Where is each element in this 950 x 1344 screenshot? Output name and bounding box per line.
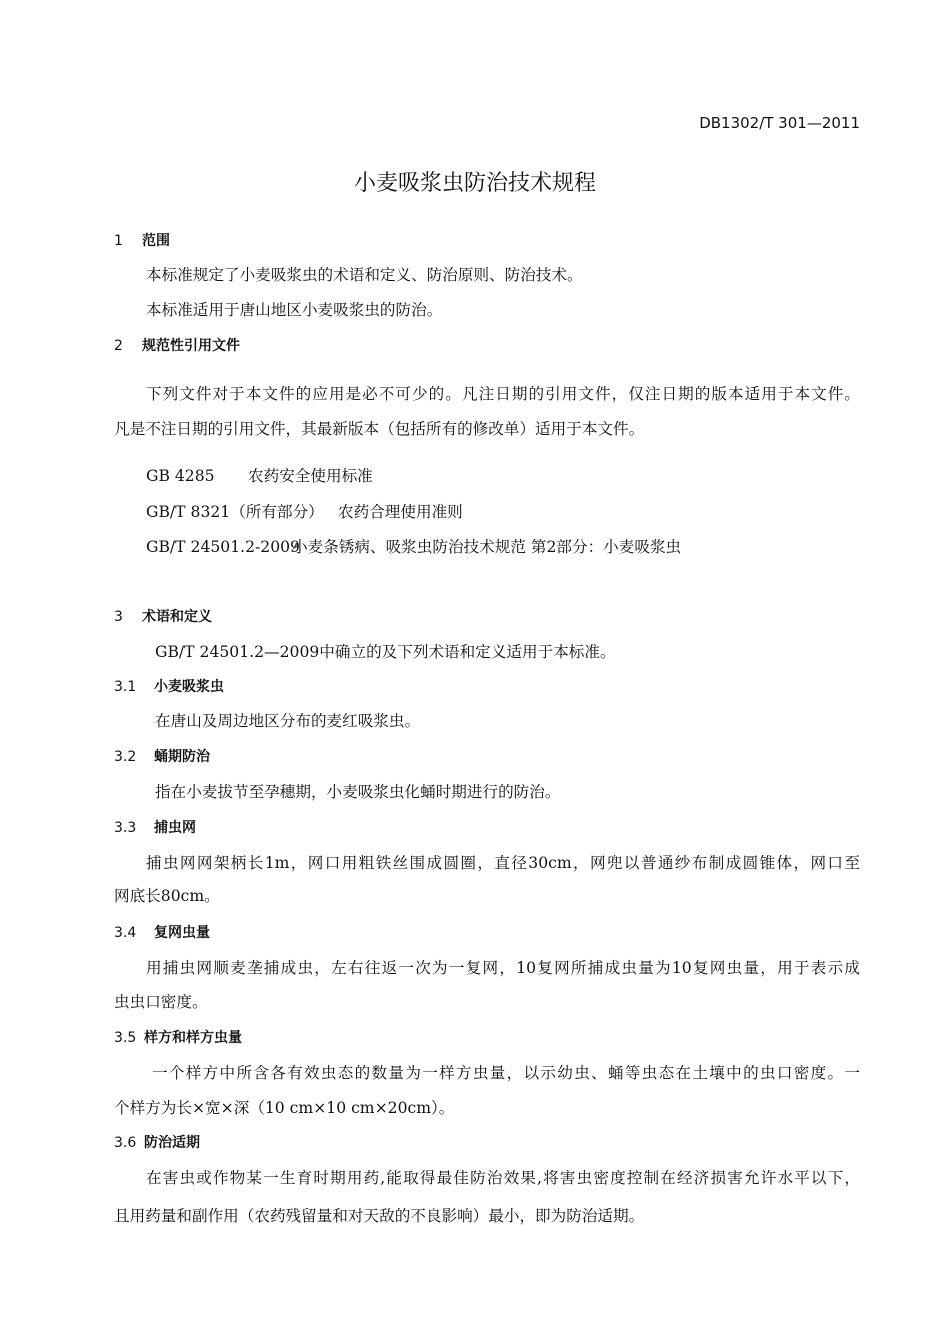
term-heading <box>114 1027 242 1047</box>
term-definition: 且用药量和副作用（农药残留量和对天敌的不良影响）最小，即为防治适期。 <box>114 1207 645 1225</box>
term-title: 小麦吸浆虫 <box>154 679 224 695</box>
paragraph: 本标准规定了小麦吸浆虫的术语和定义、防治原则、防治技术。 <box>146 266 583 284</box>
reference-code: GB 4285 <box>146 467 215 485</box>
paragraph: 凡是不注日期的引用文件，其最新版本（包括所有的修改单）适用于本文件。 <box>114 420 645 438</box>
term-number: 3.6 <box>114 1135 137 1151</box>
reference-name: 农药合理使用准则 <box>338 503 463 521</box>
term-heading <box>114 676 224 696</box>
paragraph: 本标准适用于唐山地区小麦吸浆虫的防治。 <box>146 301 443 319</box>
term-definition: 捕虫网网架柄长1m，网口用粗铁丝围成圆圈，直径30cm，网兜以普通纱布制成圆锥体，网口至 <box>146 854 860 872</box>
term-definition: 在唐山及周边地区分布的麦红吸浆虫。 <box>155 712 421 730</box>
section-3-heading <box>114 606 212 626</box>
reference-item <box>146 535 681 557</box>
section-number: 2 <box>114 338 123 354</box>
section-title: 规范性引用文件 <box>142 338 240 354</box>
section-number: 3 <box>114 609 123 625</box>
term-heading <box>114 817 196 837</box>
section-number: 1 <box>114 233 123 249</box>
term-number: 3.4 <box>114 925 137 941</box>
term-definition: 在害虫或作物某一生育时期用药,能取得最佳防治效果,将害虫密度控制在经济损害允许水平以下， <box>146 1169 860 1187</box>
term-definition: 指在小麦拔节至孕穗期，小麦吸浆虫化蛹时期进行的防治。 <box>155 783 561 801</box>
term-title: 防治适期 <box>144 1135 200 1151</box>
reference-item <box>146 500 463 522</box>
term-heading <box>114 1132 200 1152</box>
reference-code: GB/T 24501.2-2009 <box>146 538 300 556</box>
section-title: 范围 <box>142 233 170 249</box>
section-title: 术语和定义 <box>142 609 212 625</box>
reference-item <box>146 464 373 486</box>
reference-code: GB/T 8321（所有部分） <box>146 503 324 521</box>
section-2-heading <box>114 335 240 355</box>
term-number: 3.3 <box>114 820 137 836</box>
term-number: 3.5 <box>114 1030 137 1046</box>
term-definition: 虫虫口密度。 <box>114 993 208 1011</box>
term-definition: 一个样方中所含各有效虫态的数量为一样方虫量，以示幼虫、蛹等虫态在土壤中的虫口密度。一 <box>152 1064 860 1082</box>
term-title: 捕虫网 <box>154 820 196 836</box>
standard-number: DB1302/T 301—2011 <box>699 114 860 132</box>
term-heading <box>114 746 210 766</box>
reference-name: 小麦条锈病、吸浆虫防治技术规范 第2部分：小麦吸浆虫 <box>292 538 682 556</box>
term-title: 蛹期防治 <box>154 749 210 765</box>
term-definition: 个样方为长×宽×深（10 cm×10 cm×20cm）。 <box>114 1099 455 1117</box>
term-title: 样方和样方虫量 <box>144 1030 242 1046</box>
paragraph: GB/T 24501.2—2009中确立的及下列术语和定义适用于本标准。 <box>155 643 616 661</box>
term-heading <box>114 922 210 942</box>
page-title: 小麦吸浆虫防治技术规程 <box>353 171 596 196</box>
section-1-heading <box>114 230 170 250</box>
term-number: 3.1 <box>114 679 137 695</box>
term-title: 复网虫量 <box>154 925 210 941</box>
term-definition: 用捕虫网顺麦垄捕成虫，左右往返一次为一复网，10复网所捕成虫量为10复网虫量，用于表示成 <box>146 959 860 977</box>
term-number: 3.2 <box>114 749 137 765</box>
paragraph: 下列文件对于本文件的应用是必不可少的。凡注日期的引用文件，仅注日期的版本适用于本文件。 <box>146 385 860 403</box>
term-definition: 网底长80cm。 <box>114 887 220 905</box>
reference-name: 农药安全使用标准 <box>248 467 373 485</box>
